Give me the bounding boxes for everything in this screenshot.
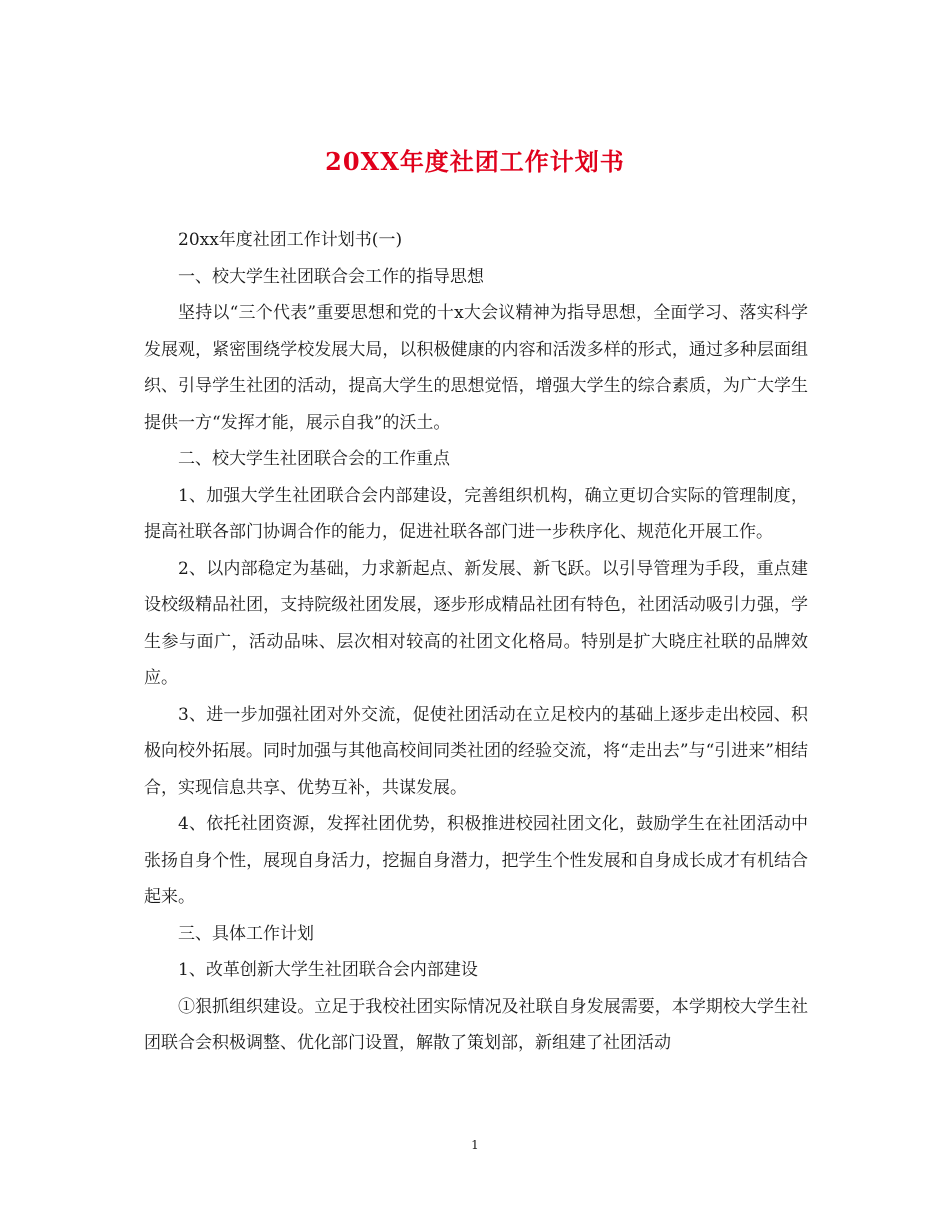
paragraph: 2、以内部稳定为基础，力求新起点、新发展、新飞跃。以引导管理为手段，重点建设校级精品社团，支持院级社团发展，逐步形成精品社团有特色，社团活动吸引力强，学生参与面广，活动品味、层次相对较高的社团文化格局。特别是扩大晓庄社联的品牌效应。 — [144, 558, 808, 688]
paragraph: ①狠抓组织建设。立足于我校社团实际情况及社联自身发展需要，本学期校大学生社团联合会积极调整、优化部门设置，解散了策划部，新组建了社团活动 — [144, 996, 808, 1053]
paragraph: 1、加强大学生社团联合会内部建设，完善组织机构，确立更切合实际的管理制度，提高社联各部门协调合作的能力，促进社联各部门进一步秩序化、规范化开展工作。 — [144, 485, 808, 542]
section-heading-2: 二、校大学生社团联合会的工作重点 — [178, 449, 450, 469]
page-number: 1 — [471, 1138, 479, 1152]
document-title: 20XX年度社团工作计划书 — [325, 147, 625, 176]
paragraph-subtitle: 20xx年度社团工作计划书(一) — [178, 230, 403, 250]
paragraph: 4、依托社团资源，发挥社团优势，积极推进校园社团文化，鼓励学生在社团活动中张扬自身个性，展现自身活力，挖掘自身潜力，把学生个性发展和自身成长成才有机结合起来。 — [144, 814, 808, 907]
section-heading-1: 一、校大学生社团联合会工作的指导思想 — [178, 266, 484, 287]
paragraph: 坚持以“三个代表”重要思想和党的十x大会议精神为指导思想，全面学习、落实科学发展观，紧密围绕学校发展大局，以积极健康的内容和活泼多样的形式，通过多种层面组织、引导学生社团的活动，提高大学生的思想觉悟，增强大学生的综合素质，为广大学生提供一方“发挥才能，展示自我”的沃土。 — [144, 303, 808, 433]
document-body — [144, 222, 808, 1062]
subsection-heading: 1、改革创新大学生社团联合会内部建设 — [178, 960, 478, 980]
paragraph: 3、进一步加强社团对外交流，促使社团活动在立足校内的基础上逐步走出校园、积极向校外拓展。同时加强与其他高校间同类社团的经验交流，将“走出去”与“引进来”相结合，实现信息共享、优势互补，共谋发展。 — [144, 704, 808, 798]
section-heading-3: 三、具体工作计划 — [178, 923, 314, 944]
